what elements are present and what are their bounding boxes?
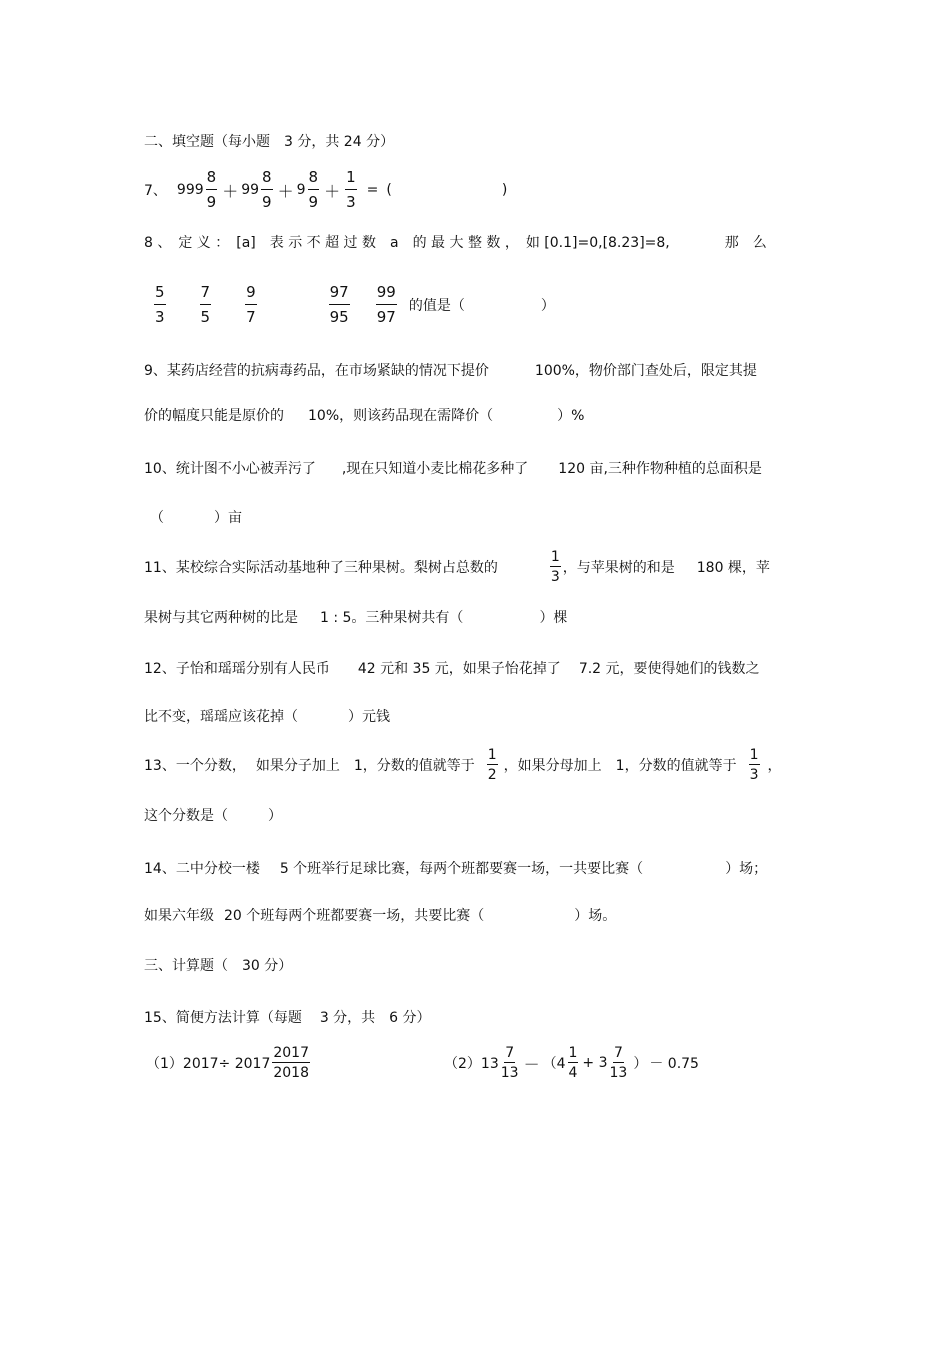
q15-part-1 bbox=[146, 1046, 312, 1080]
q7-whole-2: 99 bbox=[241, 182, 260, 198]
question-12-line-2 bbox=[144, 706, 390, 726]
q7-fraction-3: $\frac{8}{9}$ bbox=[308, 168, 319, 211]
q15-part-2 bbox=[444, 1046, 699, 1080]
q7-number: 7、 bbox=[144, 183, 167, 199]
plus-sign: ＋ bbox=[222, 181, 239, 201]
q8-then-text: 那 么 bbox=[724, 235, 767, 251]
question-12-line-1 bbox=[144, 658, 760, 678]
q10-text: ,现在只知道小麦比棉花多种了 bbox=[341, 461, 529, 477]
plus-sign: ＋ bbox=[324, 181, 341, 201]
question-9-line-2 bbox=[144, 405, 584, 425]
q14-text: 5 个班举行足球比赛，每两个班都要赛一场，一共要比赛（ bbox=[279, 861, 644, 877]
q7-whole-1: 999 bbox=[176, 182, 204, 198]
section-heading-calculation: 三、计算题（ 30 分） bbox=[144, 958, 293, 974]
q10-text: 120 亩,三种作物种植的总面积是 bbox=[558, 461, 762, 477]
q11-text: 180 棵，苹 bbox=[696, 560, 770, 576]
q15-part-2-fraction-2: $\frac{1}{4}$ bbox=[568, 1045, 578, 1081]
q13-fraction-1: $\frac{1}{2}$ bbox=[487, 747, 497, 783]
q15-part-2-fraction-3: $\frac{7}{13}$ bbox=[609, 1045, 628, 1081]
question-15-title bbox=[144, 1007, 431, 1027]
q9-text: 9、某药店经营的抗病毒药品，在市场紧缺的情况下提价 bbox=[144, 363, 489, 379]
q9-text: 价的幅度只能是原价的 bbox=[144, 408, 284, 424]
q7-whole-3: 9 bbox=[296, 182, 306, 198]
q11-text: 11、某校综合实际活动基地种了三种果树。梨树占总数的 bbox=[144, 560, 498, 576]
q13-text: 1，分数的值就等于 bbox=[615, 758, 737, 774]
q9-text: ）% bbox=[557, 408, 585, 424]
section-heading-fill-in: 二、填空题（每小题 3 分，共 24 分） bbox=[144, 134, 395, 150]
question-14-line-1 bbox=[144, 858, 767, 878]
q12-text: 比不变，瑶瑶应该花掉（ bbox=[144, 709, 298, 725]
q15-part-1-fraction: $\frac{2017}{2018}$ bbox=[273, 1045, 309, 1081]
q15-part-2-text: + 3 bbox=[582, 1055, 608, 1071]
q12-text: ）元钱 bbox=[348, 709, 390, 725]
q11-text: ，与苹果树的和是 bbox=[562, 560, 675, 576]
q13-text: 1，分数的值就等于 bbox=[353, 758, 475, 774]
q13-text: 13、一个分数， bbox=[144, 758, 246, 774]
q11-text: 1 : 5。三种果树共有（ bbox=[320, 610, 464, 626]
q13-text: ） bbox=[268, 808, 282, 824]
q7-fraction-2: $\frac{8}{9}$ bbox=[262, 168, 272, 211]
q9-text: 100%，物价部门查处后，限定其提 bbox=[534, 363, 757, 379]
plus-sign: ＋ bbox=[277, 181, 294, 201]
q14-text: 14、二中分校一楼 bbox=[144, 861, 260, 877]
equals-sign: = bbox=[366, 182, 379, 198]
question-9-line-1 bbox=[144, 360, 757, 380]
q8-fraction-4: $\frac{97}{95}$ bbox=[329, 283, 349, 326]
q14-text: 如果六年级 bbox=[144, 908, 214, 924]
q11-fraction: $\frac{1}{3}$ bbox=[550, 549, 560, 585]
question-13-line-1 bbox=[144, 748, 782, 782]
minus-sign: － bbox=[523, 1054, 540, 1074]
q12-text: 42 元和 35 元，如果子怡花掉了 bbox=[357, 661, 561, 677]
q8-fraction-1: $\frac{5}{3}$ bbox=[155, 283, 165, 326]
q7-fraction-1: $\frac{8}{9}$ bbox=[206, 168, 217, 211]
q14-text: ）场； bbox=[725, 861, 768, 877]
q12-text: 7.2 元，要使得她们的钱数之 bbox=[578, 661, 760, 677]
q8-tail-text: 的值是（ bbox=[408, 298, 465, 314]
q15-part-2-text: － 0.75 bbox=[649, 1056, 699, 1072]
q12-text: 12、子怡和瑶瑶分别有人民币 bbox=[144, 661, 330, 677]
q15-part-1-label: （1）2017÷ 2017 bbox=[146, 1056, 271, 1072]
q14-text: 20 个班每两个班都要赛一场，共要比赛（ bbox=[224, 908, 485, 924]
question-11-line-1 bbox=[144, 550, 770, 584]
q11-text: 果树与其它两种树的比是 bbox=[144, 610, 298, 626]
q13-text: ，如果分母加上 bbox=[503, 758, 602, 774]
question-10-line-1 bbox=[144, 458, 762, 478]
q8-fraction-5: $\frac{99}{97}$ bbox=[376, 283, 396, 326]
question-7 bbox=[144, 170, 507, 210]
q13-fraction-2: $\frac{1}{3}$ bbox=[749, 747, 759, 783]
question-14-line-2 bbox=[144, 905, 616, 925]
q8-fraction-2: $\frac{7}{5}$ bbox=[200, 283, 211, 326]
q14-text: ）场。 bbox=[574, 908, 617, 924]
q15-part-2-label: （2）13 bbox=[444, 1056, 499, 1072]
q8-definition-text: 8 、 定 义 ： [a] 表 示 不 超 过 数 a 的 最 大 整 数 ， 如 [0.1]=0,[8.23]=8, bbox=[144, 235, 670, 251]
q11-text: ）棵 bbox=[539, 610, 568, 626]
q13-text: ， bbox=[767, 758, 782, 774]
q9-text: 10%，则该药品现在需降价（ bbox=[308, 408, 494, 424]
q13-text: 如果分子加上 bbox=[255, 758, 340, 774]
question-13-line-2 bbox=[144, 805, 282, 825]
q15-text: 15、简便方法计算（每题 bbox=[144, 1010, 302, 1026]
q15-part-2-text: ） bbox=[633, 1056, 648, 1072]
q15-part-2-text: （4 bbox=[542, 1056, 566, 1072]
question-8-line-1 bbox=[144, 232, 767, 252]
answer-blank-close: ) bbox=[501, 182, 508, 198]
q15-text: 3 分，共 6 分） bbox=[319, 1010, 431, 1026]
q10-text: （ bbox=[150, 510, 164, 526]
question-8-line-2 bbox=[152, 285, 555, 325]
q10-text: 10、统计图不小心被弄污了 bbox=[144, 461, 316, 477]
q8-fraction-3: $\frac{9}{7}$ bbox=[246, 283, 256, 326]
answer-blank-close: ） bbox=[540, 298, 555, 314]
question-11-line-2 bbox=[144, 607, 567, 627]
q13-text: 这个分数是（ bbox=[144, 808, 228, 824]
q10-text: ）亩 bbox=[214, 510, 242, 526]
q15-part-2-fraction-1: $\frac{7}{13}$ bbox=[500, 1045, 519, 1081]
q7-fraction-4: $\frac{1}{3}$ bbox=[346, 168, 356, 211]
answer-blank-open: ( bbox=[386, 182, 392, 198]
question-10-line-2 bbox=[150, 507, 242, 527]
